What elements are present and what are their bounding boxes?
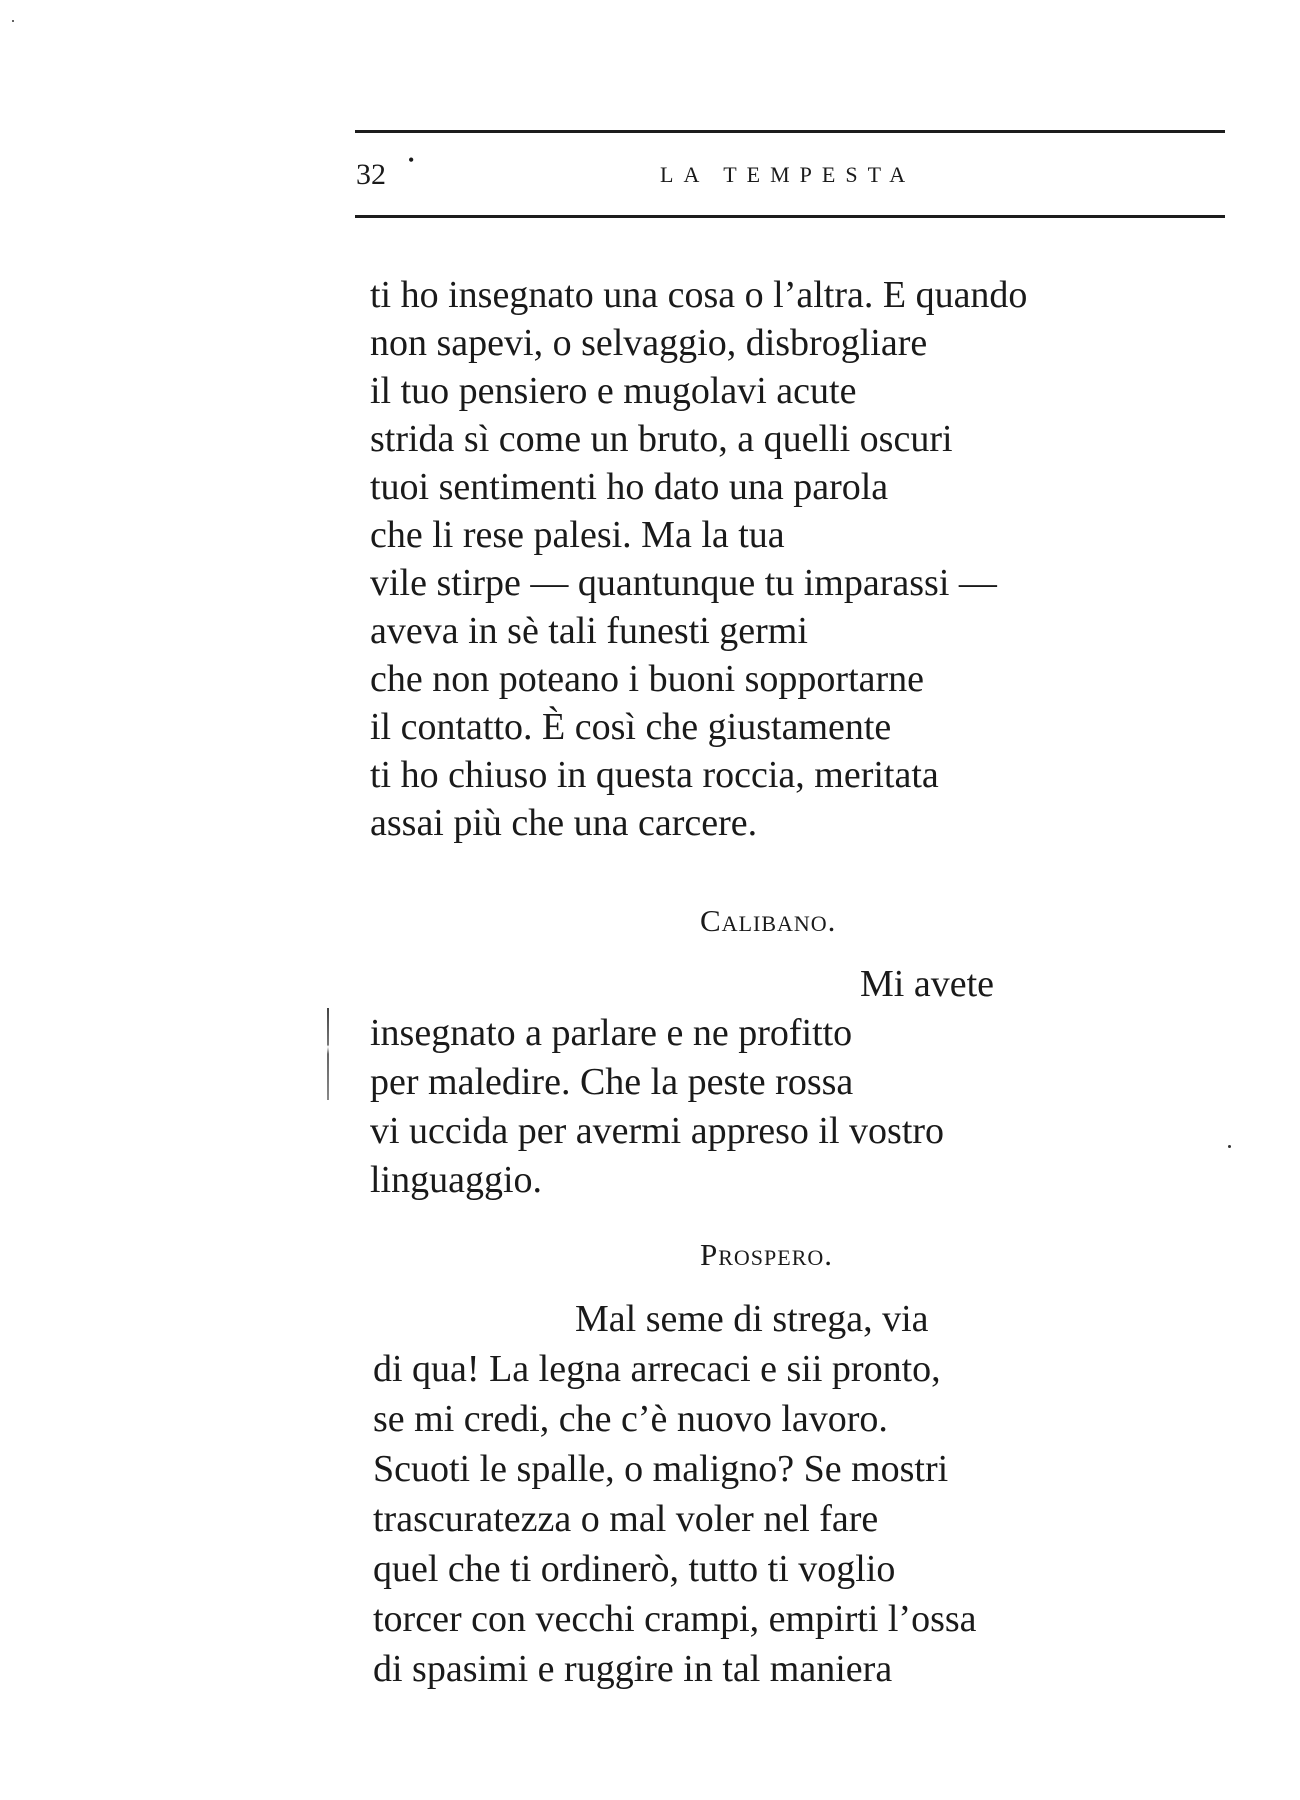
verse-line: Scuoti le spalle, o maligno? Se mostri — [373, 1448, 949, 1490]
verse-line: aveva in sè tali funesti germi — [370, 610, 808, 652]
verse-line: il contatto. È così che giustamente — [370, 706, 892, 748]
verse-line: vile stirpe — quantunque tu imparassi — — [370, 562, 997, 604]
verse-line: non sapevi, o selvaggio, disbrogliare — [370, 322, 928, 364]
margin-pencil-mark — [327, 1008, 329, 1100]
page-number-mark: • — [408, 150, 415, 170]
verse-line: che li rese palesi. Ma la tua — [370, 514, 785, 556]
paper-speck — [12, 20, 14, 22]
verse-line: Mi avete — [860, 963, 995, 1005]
verse-line: assai più che una carcere. — [370, 802, 758, 844]
verse-line: torcer con vecchi crampi, empirti l’ossa — [373, 1598, 977, 1640]
verse-line: Mal seme di strega, via — [575, 1298, 929, 1340]
speaker-prospero: Prospero. — [700, 1237, 834, 1272]
verse-line: che non poteano i buoni sopportarne — [370, 658, 925, 700]
paper-speck — [1228, 1145, 1231, 1148]
verse-line: vi uccida per avermi appreso il vostro — [370, 1110, 945, 1152]
verse-line: linguaggio. — [370, 1159, 543, 1201]
page-number: 32 — [356, 158, 386, 191]
verse-line: quel che ti ordinerò, tutto ti voglio — [373, 1548, 896, 1590]
header-rule-top — [355, 130, 1225, 133]
verse-line: per maledire. Che la peste rossa — [370, 1061, 854, 1103]
verse-line: ti ho chiuso in questa roccia, meritata — [370, 754, 939, 796]
speaker-calibano: Calibano. — [700, 903, 837, 938]
verse-line: strida sì come un bruto, a quelli oscuri — [370, 418, 953, 460]
verse-line: insegnato a parlare e ne profitto — [370, 1012, 853, 1054]
verse-line: tuoi sentimenti ho dato una parola — [370, 466, 889, 508]
running-title: LA TEMPESTA — [660, 162, 916, 187]
verse-line: di qua! La legna arrecaci e sii pronto, — [373, 1348, 941, 1390]
verse-line: ti ho insegnato una cosa o l’altra. E quando — [370, 274, 1028, 316]
verse-line: trascuratezza o mal voler nel fare — [373, 1498, 879, 1540]
verse-line: se mi credi, che c’è nuovo lavoro. — [373, 1398, 888, 1440]
header-rule-bottom — [355, 215, 1225, 218]
verse-line: di spasimi e ruggire in tal maniera — [373, 1648, 893, 1690]
verse-line: il tuo pensiero e mugolavi acute — [370, 370, 857, 412]
